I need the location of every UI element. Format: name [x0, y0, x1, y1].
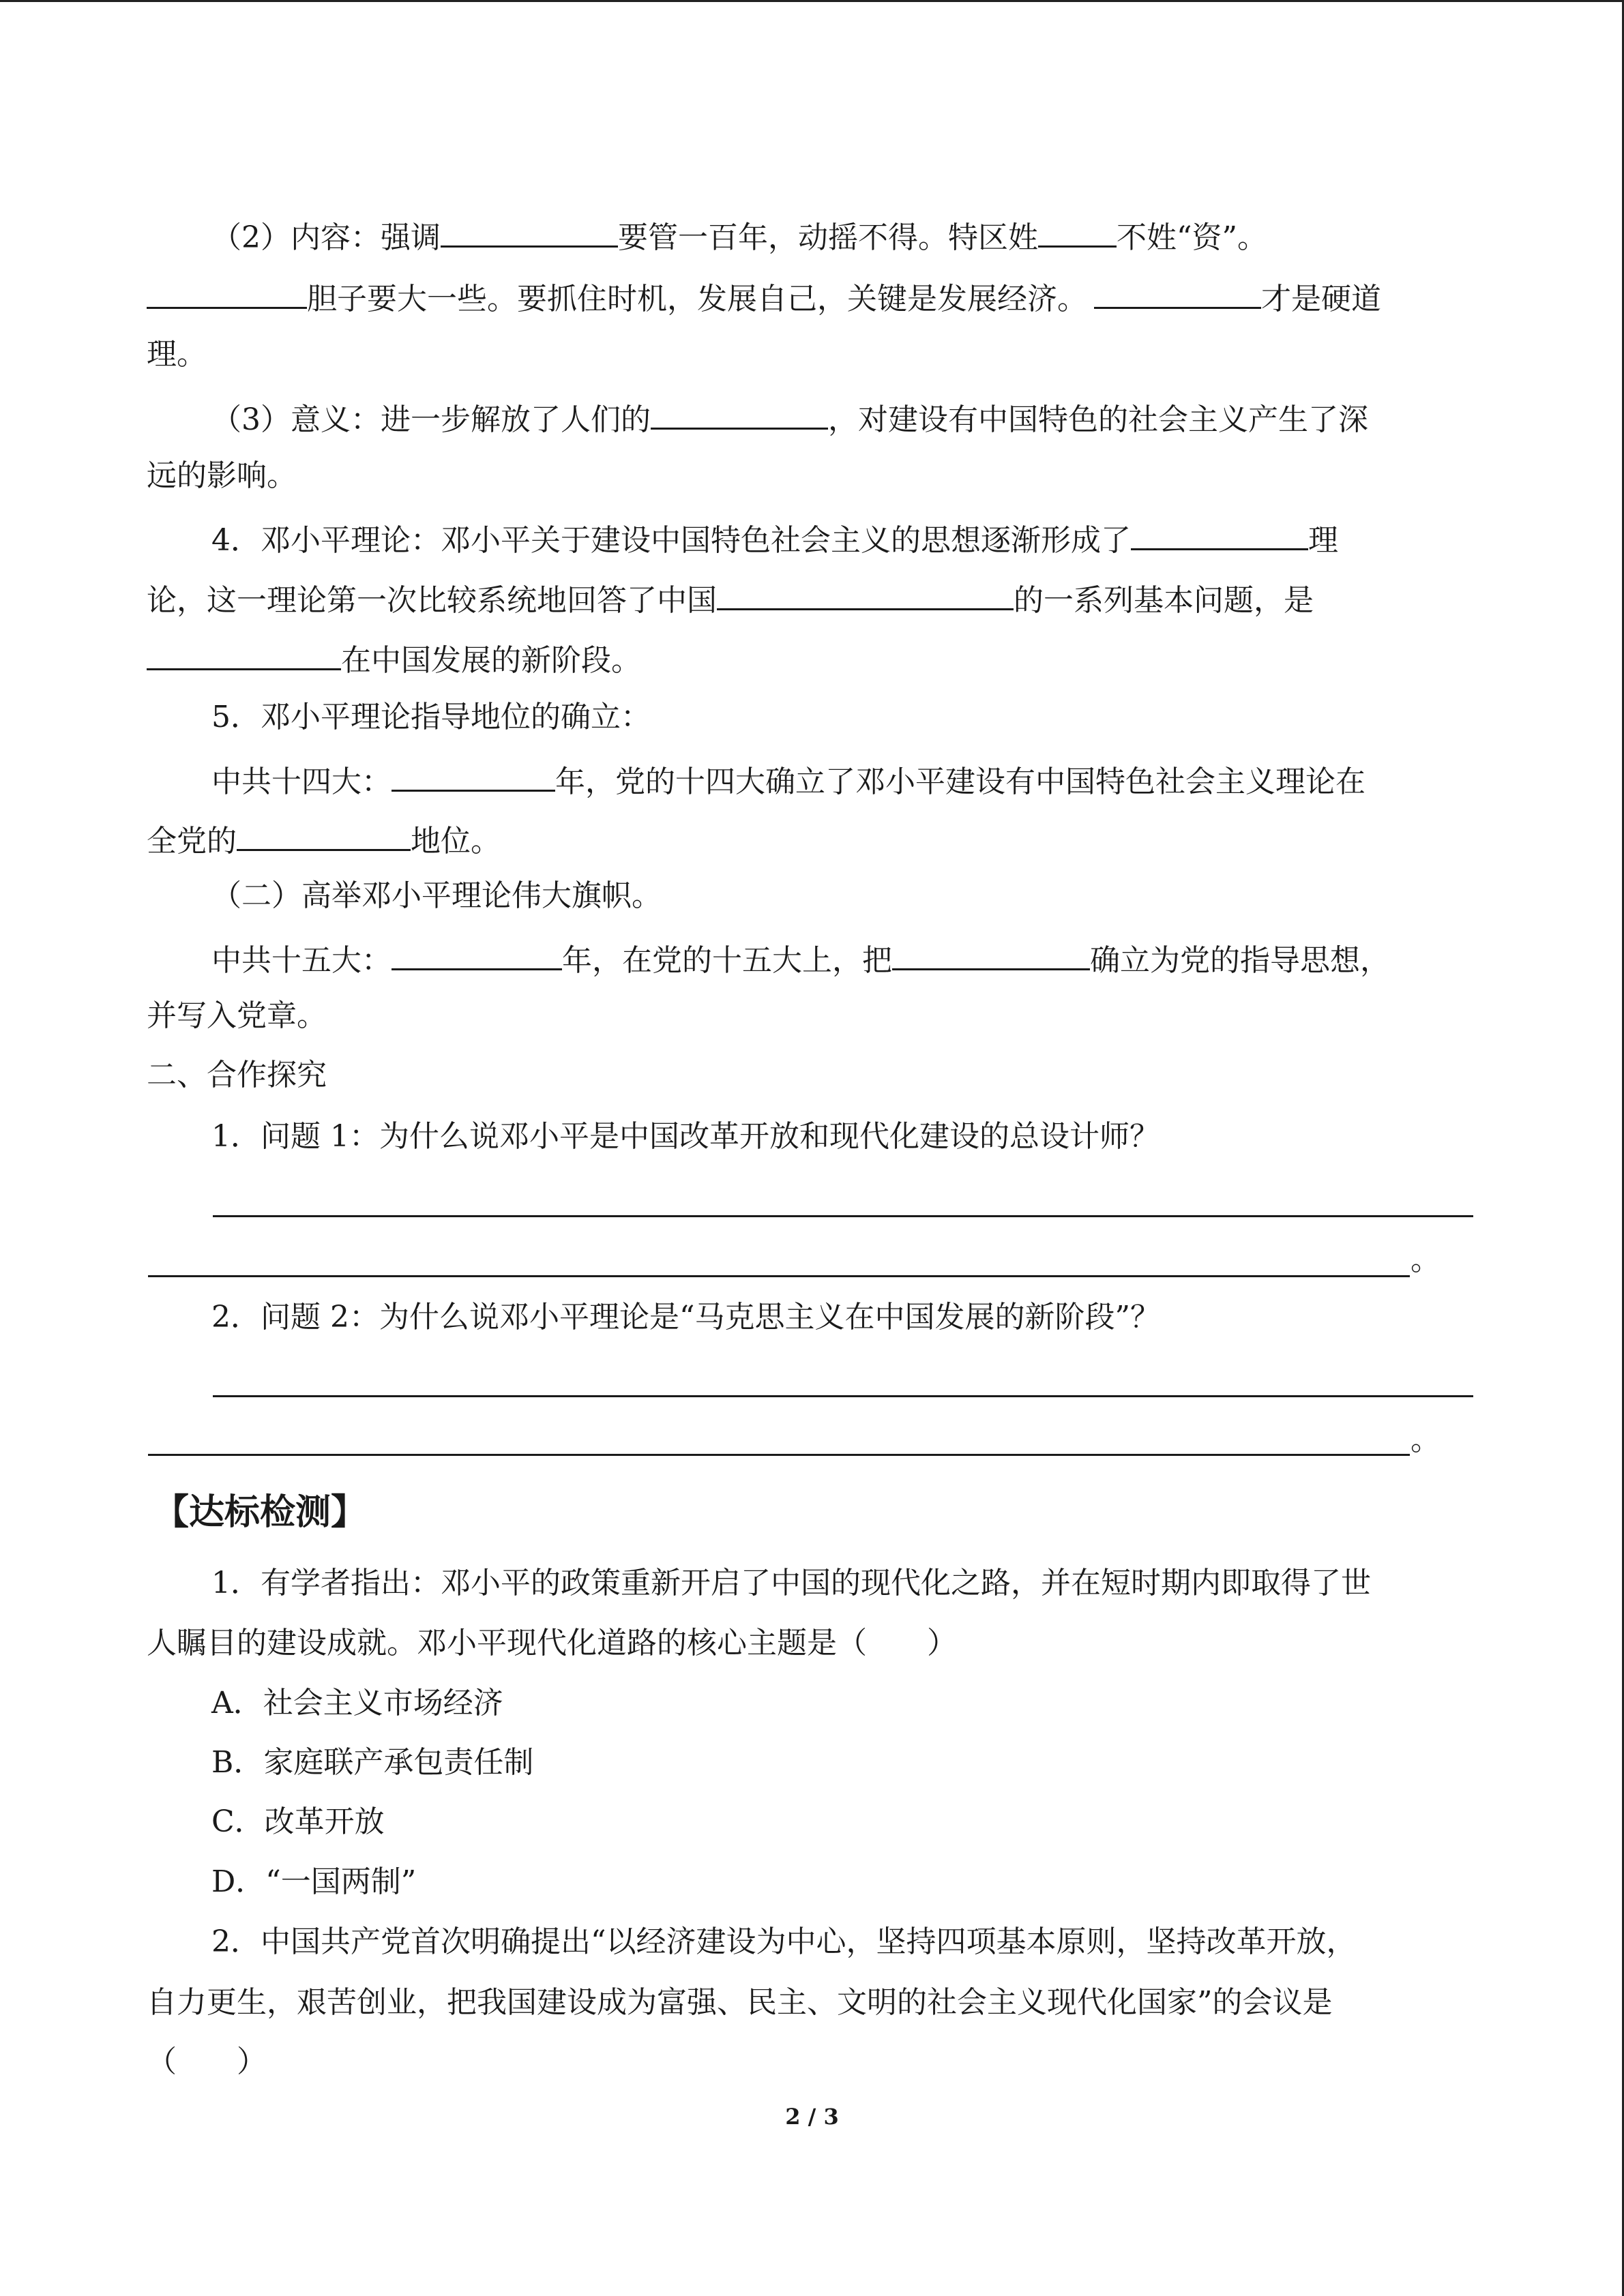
- text-line: [211, 941, 1477, 976]
- text: 不姓“资”。: [1117, 220, 1267, 255]
- fill-blank[interactable]: [1038, 218, 1117, 248]
- text: B．家庭联产承包责任制: [211, 1745, 534, 1780]
- text: 4．邓小平理论：邓小平关于建设中国特色社会主义的思想逐渐形成了: [211, 523, 1131, 558]
- text-line: [147, 581, 1477, 616]
- text-line: [211, 400, 1477, 435]
- answer-line[interactable]: [148, 1454, 1410, 1456]
- text: 胆子要大一些。要抓住时机，发展自己，关键是发展经济。: [307, 282, 1087, 316]
- text: （2）内容：强调: [211, 220, 441, 255]
- text-line: [211, 762, 1477, 797]
- text: 要管一百年，动摇不得。特区姓: [618, 220, 1038, 255]
- text-line: [211, 878, 1477, 913]
- text-line: [147, 822, 1477, 859]
- text-line: [147, 998, 1477, 1033]
- text: 论，这一理论第一次比较系统地回答了中国: [147, 583, 717, 618]
- fill-blank[interactable]: [1131, 521, 1308, 550]
- text: 年，党的十四大确立了邓小平建设有中国特色社会主义理论在: [555, 764, 1365, 799]
- section-title: [147, 1060, 1477, 1090]
- fill-blank[interactable]: [392, 941, 562, 970]
- text-line: [147, 458, 1477, 493]
- question-line: [211, 1119, 1477, 1154]
- text: ，对建设有中国特色的社会主义产生了深: [828, 402, 1368, 437]
- text: 理: [1308, 523, 1338, 558]
- text: 理。: [147, 337, 207, 372]
- section-heading: 【达标检测】: [153, 1492, 367, 1533]
- text: 在中国发展的新阶段。: [341, 643, 641, 678]
- question-line: [211, 1568, 1477, 1598]
- text: C．改革开放: [211, 1804, 385, 1839]
- fill-blank[interactable]: [237, 822, 411, 851]
- text: 才是硬道: [1261, 282, 1381, 316]
- fill-blank[interactable]: [392, 762, 555, 792]
- text: （ ）: [147, 2044, 267, 2079]
- top-border: [0, 0, 1624, 2]
- text: 地位。: [411, 824, 501, 859]
- text: D．“一国两制”: [211, 1864, 417, 1899]
- text-line: [147, 337, 1477, 372]
- text-line: [211, 218, 1477, 253]
- text: 1．问题 1：为什么说邓小平是中国改革开放和现代化建设的总设计师？: [211, 1119, 1160, 1154]
- text: 并写入党章。: [147, 998, 327, 1033]
- fill-blank[interactable]: [441, 218, 618, 248]
- question-line: [211, 1300, 1477, 1335]
- answer-line[interactable]: [213, 1395, 1473, 1397]
- question-line: [147, 1985, 1477, 2020]
- question-line: [147, 1628, 1477, 1658]
- text: 的一系列基本问题，是: [1014, 583, 1314, 618]
- question-line: [211, 1924, 1477, 1959]
- fill-blank[interactable]: [892, 941, 1090, 970]
- period: 。: [1411, 1422, 1441, 1457]
- text: 远的影响。: [147, 458, 297, 493]
- option-b[interactable]: [211, 1745, 1477, 1780]
- fill-blank[interactable]: [717, 581, 1014, 610]
- text: 中共十五大：: [211, 943, 392, 978]
- page-number: 2 / 3: [785, 2104, 839, 2130]
- question-line: [147, 2044, 1477, 2079]
- text: （二）高举邓小平理论伟大旗帜。: [211, 878, 662, 913]
- fill-blank[interactable]: [147, 280, 307, 309]
- text-line: [147, 641, 1477, 676]
- answer-line[interactable]: [213, 1215, 1473, 1217]
- text: 人瞩目的建设成就。邓小平现代化道路的核心主题是（ ）: [147, 1626, 957, 1660]
- text: 全党的: [147, 824, 237, 859]
- text-line: [211, 521, 1477, 556]
- text: A．社会主义市场经济: [211, 1686, 503, 1720]
- text: 年，在党的十五大上，把: [562, 943, 892, 978]
- fill-blank[interactable]: [1094, 280, 1261, 309]
- option-c[interactable]: [211, 1804, 1477, 1839]
- text: 5．邓小平理论指导地位的确立：: [211, 700, 651, 734]
- text-line: [211, 702, 1477, 732]
- text: 2．中国共产党首次明确提出“以经济建设为中心，坚持四项基本原则，坚持改革开放，: [211, 1924, 1357, 1959]
- text: 确立为党的指导思想，: [1090, 943, 1390, 978]
- text: 1．有学者指出：邓小平的政策重新开启了中国的现代化之路，并在短时期内即取得了世: [211, 1566, 1371, 1600]
- option-d[interactable]: [211, 1864, 1477, 1899]
- text: 二、合作探究: [147, 1058, 327, 1092]
- answer-line[interactable]: [148, 1275, 1410, 1277]
- text-line: [147, 280, 1477, 314]
- text: 2．问题 2：为什么说邓小平理论是“马克思主义在中国发展的新阶段”？: [211, 1300, 1160, 1335]
- text: 自力更生，艰苦创业，把我国建设成为富强、民主、文明的社会主义现代化国家”的会议是: [147, 1985, 1333, 2020]
- option-a[interactable]: [211, 1688, 1477, 1718]
- period: 。: [1411, 1242, 1441, 1277]
- fill-blank[interactable]: [651, 400, 828, 430]
- text: （3）意义：进一步解放了人们的: [211, 402, 651, 437]
- fill-blank[interactable]: [147, 641, 341, 670]
- text: 中共十四大：: [211, 764, 392, 799]
